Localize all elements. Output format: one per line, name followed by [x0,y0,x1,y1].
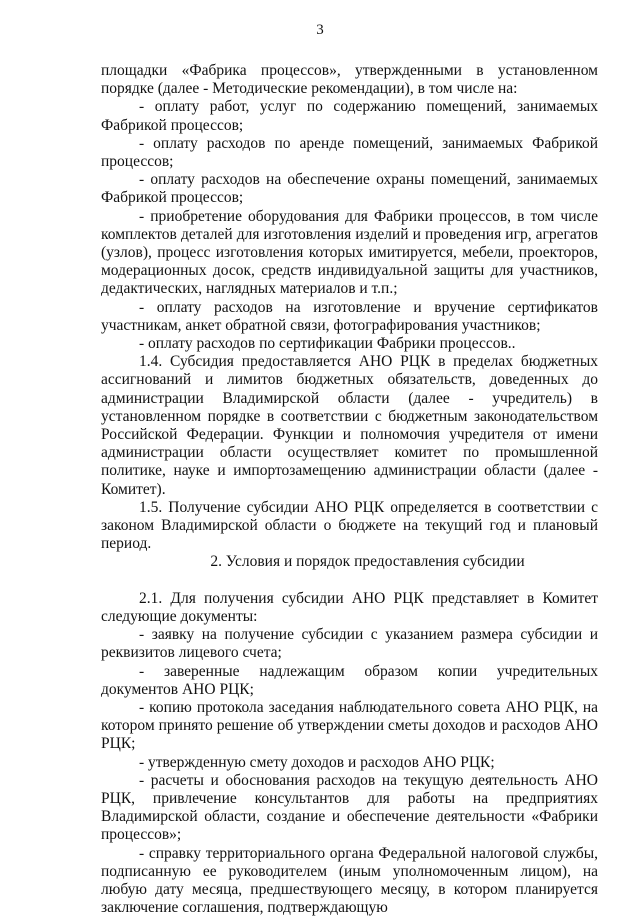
paragraphs-before-heading [101,62,598,553]
paragraph-2-1: 2.1. Для получения субсидии АНО РЦК представляет в Комитет следующие документы: [101,589,598,625]
document-body [101,62,598,917]
page-number: 3 [316,22,324,38]
section-heading: 2. Условия и порядок предоставления субсидии [210,553,525,571]
paragraph: площадки «Фабрика процессов», утвержденными в установленном порядке (далее - Методические рекомендации), в том числе на: [101,62,598,98]
list-item: - справку территориального органа Федеральной налоговой службы, подписанную ее руководителем (иным уполномоченным лицом), на любую дату месяца, предшествующего месяцу, в котором планируется заключение соглашения, подтверждающую [101,844,598,917]
list-item: - оплату расходов по аренде помещений, занимаемых Фабрикой процессов; [101,134,598,171]
list-item: - копию протокола заседания наблюдательного совета АНО РЦК, на котором принято решение об утверждении сметы доходов и расходов АНО РЦК; [101,698,598,753]
list-item: - заявку на получение субсидии с указанием размера субсидии и реквизитов лицевого счета; [101,626,598,662]
list-item: - утвержденную смету доходов и расходов АНО РЦК; [139,753,495,771]
list-item: - расчеты и обоснования расходов на текущую деятельность АНО РЦК, привлечение консультантов для работы на предприятиях Владимирской области, создание и обеспечение деятельности «Фабрики процессов»; [101,771,598,844]
list-item: - оплату расходов на обеспечение охраны помещений, занимаемых Фабрикой процессов; [101,171,598,207]
paragraph-1-5: 1.5. Получение субсидии АНО РЦК определяется в соответствии с законом Владимирской области о бюджете на текущий год и плановый период. [101,498,598,553]
paragraph-1-4: 1.4. Субсидия предоставляется АНО РЦК в пределах бюджетных ассигнований и лимитов бюджетных обязательств, доведенных до администрации Владимирской области (далее - учредитель) в установленном порядке в соответствии с бюджетным законодательством Российской Федерации. Функции и полномочия учредителя от имени администрации области осуществляет комитет по промышленной политике, науке и импортозамещению администрации области (далее - Комитет). [101,353,598,498]
list-item: - заверенные надлежащим образом копии учредительных документов АНО РЦК; [101,662,598,698]
spacer [101,572,598,590]
list-item: - приобретение оборудования для Фабрики процессов, в том числе комплектов деталей для изготовления изделий и проведения игр, агрегатов (узлов), процесс изготовления которых имитируется, мебели, проекторов, модерационных досок, средств индивидуальной защиты для участников, дедактических, наглядных материалов и т.п.; [101,207,598,298]
paragraphs-after-heading [101,590,598,917]
list-item: - оплату расходов на изготовление и вручение сертификатов участникам, анкет обратной связи, фотографирования участников; [101,298,598,334]
list-item: - оплату работ, услуг по содержанию помещений, занимаемых Фабрикой процессов; [101,98,598,134]
list-item: - оплату расходов по сертификации Фабрики процессов.. [139,335,516,353]
